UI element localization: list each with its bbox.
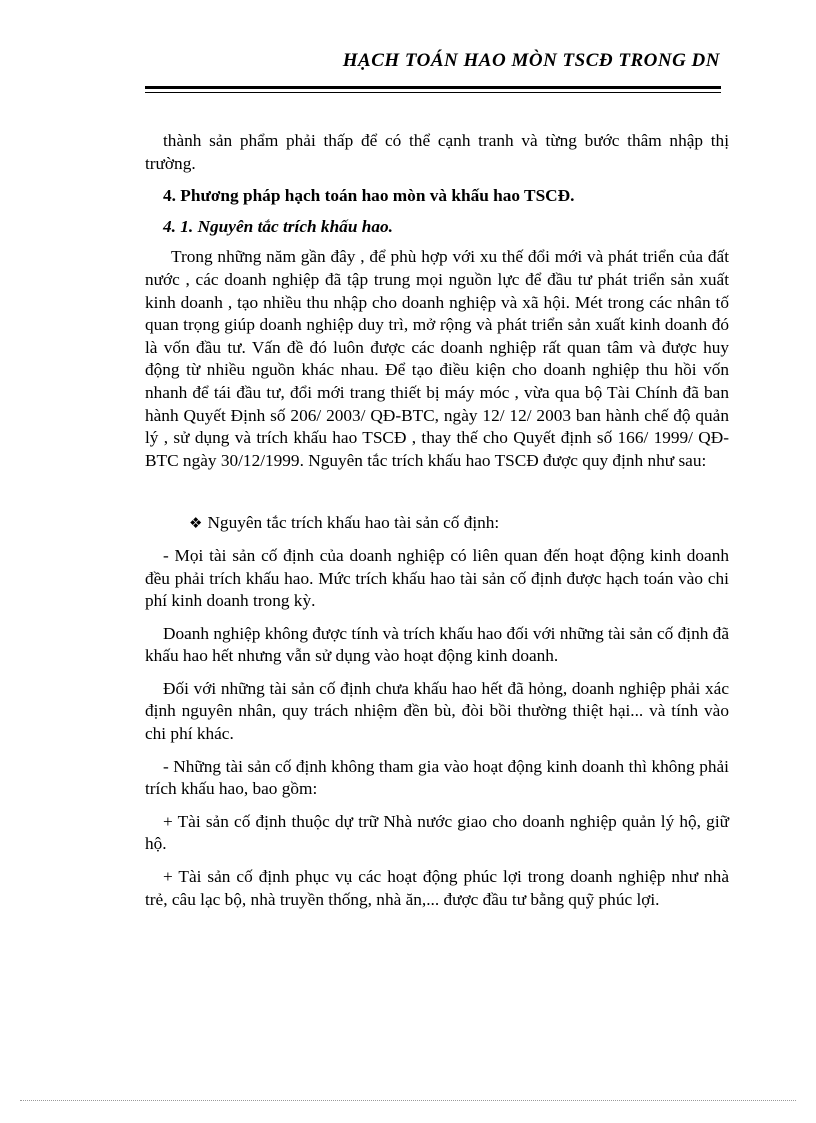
continuation-paragraph: thành sản phẩm phải thấp để có thể cạnh tranh và từng bước thâm nhập thị trường. (145, 131, 729, 173)
intro-paragraph: Trong những năm gần đây , để phù hợp với xu thế đổi mới và phát triển của đất nước , các doanh nghiệp đã tập trung mọi nguồn lực để đầu tư phát triển sản xuất kinh doanh , tạo nhiều thu nhập cho doanh nghiệp và xã hội. Mét trong các nhân tố quan trọng giúp doanh nghiệp duy trì, mở rộng và phát triển sản xuất kinh doanh đó là vốn đầu tư. Vấn đề đó luôn được các doanh nghiệp rất quan tâm và được huy động từ nhiều nguồn khác nhau. Để tạo điều kiện cho doanh nghiệp thu hồi vốn nhanh để tái đầu tư, đổi mới trang thiết bị máy móc , vừa qua bộ Tài Chính đã ban hành Quyết Định số 206/ 2003/ QĐ-BTC, ngày 12/ 12/ 2003 ban hành chế độ quản lý , sử dụng và trích khấu hao TSCĐ , thay thế cho Quyết định số 166/ 1999/ QĐ-BTC ngày 30/12/1999. Nguyên tắc trích khấu hao TSCĐ được quy định như sau: (145, 247, 729, 470)
body-paragraph: - Những tài sản cố định không tham gia vào hoạt động kinh doanh thì không phải trích khấu hao, bao gồm: (145, 756, 729, 799)
body-paragraph: Doanh nghiệp không được tính và trích khấu hao đối với những tài sản cố định đã khấu hao hết nhưng vẫn sử dụng vào hoạt động kinh doanh. (145, 623, 729, 666)
header-rule-thin (145, 92, 721, 93)
diamond-bullet-icon: ❖ (189, 514, 203, 533)
bullet-heading: Nguyên tắc trích khấu hao tài sản cố định: (207, 513, 500, 533)
running-header-title: HẠCH TOÁN HAO MÒN TSCĐ TRONG DN (342, 50, 720, 71)
page-content (145, 130, 729, 921)
subsection-heading: 4. 1. Nguyên tắc trích khấu hao. (163, 216, 393, 236)
header-rule-thick (145, 86, 721, 89)
body-paragraph: Đối với những tài sản cố định chưa khấu hao hết đã hỏng, doanh nghiệp phải xác định nguyên nhân, quy trách nhiệm đền bù, đòi bồi thường thiệt hại... và tính vào chi phí khác. (145, 678, 729, 744)
section-heading: 4. Phương pháp hạch toán hao mòn và khấu hao TSCĐ. (163, 186, 575, 206)
body-paragraph: + Tài sản cố định phục vụ các hoạt động phúc lợi trong doanh nghiệp như nhà trẻ, câu lạc bộ, nhà truyền thống, nhà ăn,... được đầu tư bằng quỹ phúc lợi. (145, 867, 729, 909)
body-paragraph: + Tài sản cố định thuộc dự trữ Nhà nước giao cho doanh nghiệp quản lý hộ, giữ hộ. (145, 811, 729, 854)
footer-dotted-rule (20, 1100, 796, 1101)
bullet-heading-line (145, 512, 729, 535)
body-paragraph: - Mọi tài sản cố định của doanh nghiệp có liên quan đến hoạt động kinh doanh đều phải trích khấu hao. Mức trích khấu hao tài sản cố định được hạch toán vào chi phí kinh doanh trong kỳ. (145, 545, 729, 611)
